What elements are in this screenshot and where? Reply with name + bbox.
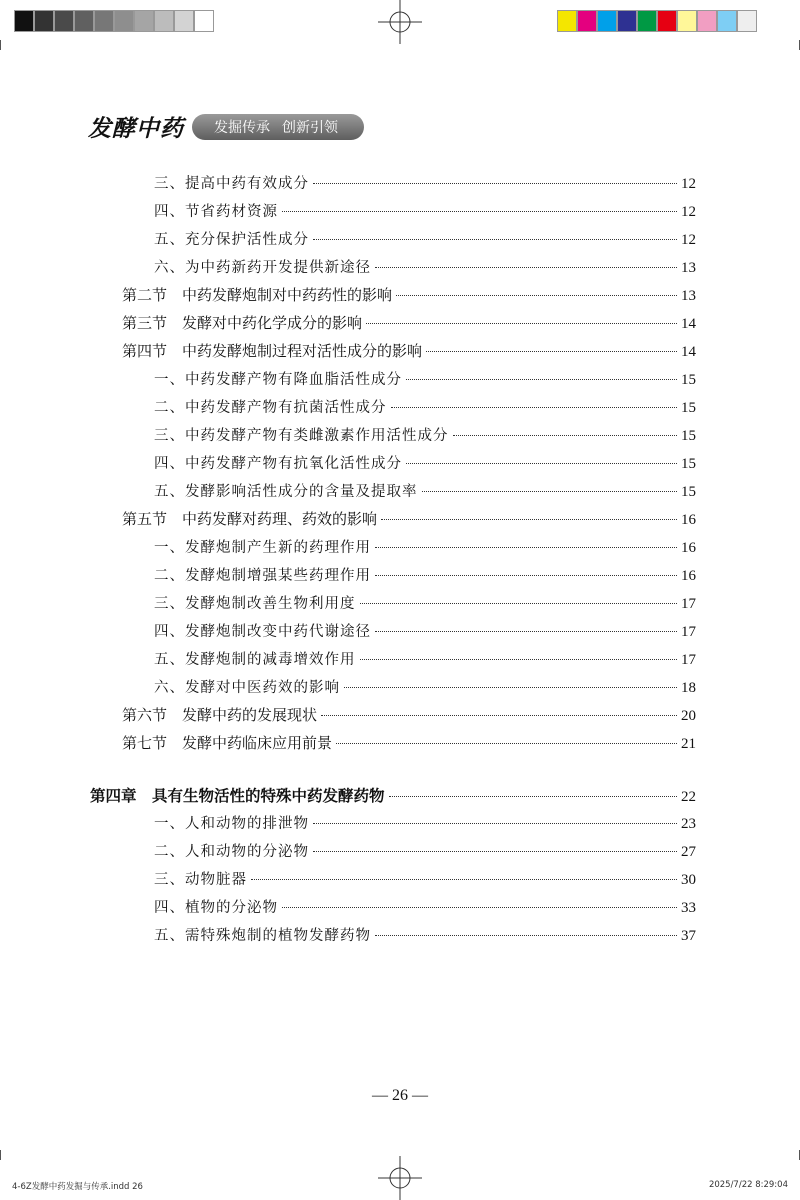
toc-entry-title: 三、动物脏器: [154, 872, 247, 888]
toc-entry-page: 17: [681, 652, 696, 668]
color-swatch: [154, 10, 174, 32]
toc-entry: [154, 812, 696, 836]
color-swatch: [577, 10, 597, 32]
toc-entry: [154, 396, 696, 420]
color-swatch: [637, 10, 657, 32]
toc-leader-dots: [375, 547, 677, 548]
toc-entry: [122, 340, 696, 364]
toc-entry-title: 四、发酵炮制改变中药代谢途径: [154, 624, 371, 640]
toc-entry: [154, 256, 696, 280]
color-swatch: [737, 10, 757, 32]
toc-leader-dots: [336, 743, 677, 744]
toc-leader-dots: [389, 796, 677, 797]
color-swatch: [174, 10, 194, 32]
toc-entry-title: 第二节 中药发酵炮制对中药药性的影响: [122, 286, 393, 304]
toc-entry-title: 一、发酵炮制产生新的药理作用: [154, 540, 371, 556]
toc-entry-page: 14: [681, 316, 696, 332]
toc-entry: [154, 480, 696, 504]
registration-mark-top: [378, 0, 422, 44]
toc-entry: [154, 924, 696, 948]
toc-entry-page: 12: [681, 176, 696, 192]
toc-entry-page: 17: [681, 596, 696, 612]
color-swatch: [657, 10, 677, 32]
toc-leader-dots: [422, 491, 678, 492]
toc-entry-title: 第五节 中药发酵对药理、药效的影响: [122, 510, 378, 528]
toc-entry: [154, 368, 696, 392]
toc-leader-dots: [313, 239, 677, 240]
toc-entry-page: 12: [681, 232, 696, 248]
grayscale-swatch-bar: [14, 10, 214, 32]
toc-entry: [154, 564, 696, 588]
toc-entry: [90, 784, 696, 808]
toc-leader-dots: [360, 659, 678, 660]
toc-entry-page: 15: [681, 484, 696, 500]
toc-entry-title: 四、植物的分泌物: [154, 900, 278, 916]
color-swatch: [194, 10, 214, 32]
toc-entry: [122, 284, 696, 308]
toc-leader-dots: [251, 879, 677, 880]
toc-entry: [122, 704, 696, 728]
toc-entry-title: 第七节 发酵中药临床应用前景: [122, 734, 333, 752]
tagline-part-1: 发掘传承: [214, 119, 270, 136]
color-swatch: [617, 10, 637, 32]
color-swatch-bar: [557, 10, 757, 32]
toc-entry: [122, 508, 696, 532]
toc-entry-title: 五、需特殊炮制的植物发酵药物: [154, 928, 371, 944]
toc-entry-title: 三、中药发酵产物有类雌激素作用活性成分: [154, 428, 449, 444]
toc-entry-page: 23: [681, 816, 696, 832]
toc-leader-dots: [453, 435, 678, 436]
toc-leader-dots: [375, 575, 677, 576]
tagline-part-2: 创新引领: [282, 119, 338, 136]
toc-entry-title: 三、发酵炮制改善生物利用度: [154, 596, 356, 612]
color-swatch: [54, 10, 74, 32]
toc-leader-dots: [381, 519, 677, 520]
toc-leader-dots: [406, 379, 677, 380]
toc-leader-dots: [313, 851, 677, 852]
color-swatch: [697, 10, 717, 32]
toc-leader-dots: [396, 295, 677, 296]
toc-leader-dots: [344, 687, 677, 688]
toc-entry-title: 四、节省药材资源: [154, 204, 278, 220]
toc-entry: [154, 868, 696, 892]
toc-entry-page: 16: [681, 512, 696, 528]
toc-entry-page: 15: [681, 456, 696, 472]
toc-entry-title: 第六节 发酵中药的发展现状: [122, 706, 318, 724]
toc-entry-title: 五、发酵炮制的减毒增效作用: [154, 652, 356, 668]
color-swatch: [14, 10, 34, 32]
toc-entry-title: 二、中药发酵产物有抗菌活性成分: [154, 400, 387, 416]
toc-entry: [154, 536, 696, 560]
toc-leader-dots: [375, 935, 677, 936]
book-logo-text: 发酵中药: [88, 115, 184, 142]
toc-entry-title: 三、提高中药有效成分: [154, 176, 309, 192]
toc-entry-title: 六、发酵对中医药效的影响: [154, 680, 340, 696]
running-header: [88, 110, 364, 143]
toc-entry-title: 一、人和动物的排泄物: [154, 816, 309, 832]
toc-leader-dots: [282, 211, 677, 212]
toc-entry: [154, 840, 696, 864]
toc-entry: [154, 228, 696, 252]
toc-leader-dots: [426, 351, 677, 352]
color-swatch: [597, 10, 617, 32]
toc-entry-page: 37: [681, 928, 696, 944]
toc-entry: [154, 172, 696, 196]
toc-entry-title: 五、发酵影响活性成分的含量及提取率: [154, 484, 418, 500]
color-swatch: [34, 10, 54, 32]
toc-entry: [154, 200, 696, 224]
registration-mark-bottom: [378, 1156, 422, 1200]
color-swatch: [94, 10, 114, 32]
toc-leader-dots: [360, 603, 678, 604]
toc-leader-dots: [406, 463, 677, 464]
toc-entry-page: 16: [681, 568, 696, 584]
toc-entry: [154, 896, 696, 920]
toc-entry-page: 30: [681, 872, 696, 888]
toc-entry-page: 22: [681, 789, 696, 805]
toc-entry: [154, 676, 696, 700]
color-swatch: [134, 10, 154, 32]
toc-entry-page: 21: [681, 736, 696, 752]
toc-entry: [154, 592, 696, 616]
toc-entry-title: 二、人和动物的分泌物: [154, 844, 309, 860]
toc-leader-dots: [313, 823, 677, 824]
toc-entry-title: 二、发酵炮制增强某些药理作用: [154, 568, 371, 584]
toc-leader-dots: [282, 907, 677, 908]
color-swatch: [677, 10, 697, 32]
toc-entry-page: 15: [681, 428, 696, 444]
toc-entry-page: 13: [681, 288, 696, 304]
page-number: — 26 —: [372, 1087, 428, 1104]
toc-leader-dots: [391, 407, 678, 408]
toc-leader-dots: [375, 631, 677, 632]
toc-entry-title: 六、为中药新药开发提供新途径: [154, 260, 371, 276]
color-swatch: [114, 10, 134, 32]
toc-entry: [154, 648, 696, 672]
toc-entry-page: 17: [681, 624, 696, 640]
toc-entry-page: 18: [681, 680, 696, 696]
toc-leader-dots: [321, 715, 677, 716]
toc-entry-page: 16: [681, 540, 696, 556]
color-swatch: [557, 10, 577, 32]
toc-entry-page: 15: [681, 372, 696, 388]
toc-leader-dots: [313, 183, 677, 184]
toc-entry-page: 12: [681, 204, 696, 220]
toc-entry-page: 14: [681, 344, 696, 360]
toc-entry-title: 一、中药发酵产物有降血脂活性成分: [154, 372, 402, 388]
crop-mark: [0, 1150, 1, 1160]
toc-entry-page: 27: [681, 844, 696, 860]
toc-entry-page: 15: [681, 400, 696, 416]
toc-entry-page: 33: [681, 900, 696, 916]
crop-mark: [0, 40, 1, 50]
toc-entry-title: 第三节 发酵对中药化学成分的影响: [122, 314, 363, 332]
print-slug-timestamp: 2025/7/22 8:29:04: [708, 1180, 788, 1190]
toc-entry: [154, 424, 696, 448]
toc-entry-title: 五、充分保护活性成分: [154, 232, 309, 248]
header-tagline: [192, 114, 364, 140]
toc-entry-title: 第四章 具有生物活性的特殊中药发酵药物: [90, 787, 385, 805]
color-swatch: [74, 10, 94, 32]
toc-entry-title: 第四节 中药发酵炮制过程对活性成分的影响: [122, 342, 423, 360]
toc-entry-title: 四、中药发酵产物有抗氧化活性成分: [154, 456, 402, 472]
toc-entry-page: 13: [681, 260, 696, 276]
toc-entry: [154, 620, 696, 644]
color-swatch: [717, 10, 737, 32]
toc-entry: [122, 312, 696, 336]
toc-entry-page: 20: [681, 708, 696, 724]
print-slug-filename: 4-6Z发酵中药发掘与传承.indd 26: [12, 1182, 143, 1192]
toc-leader-dots: [366, 323, 677, 324]
toc-entry: [154, 452, 696, 476]
toc-leader-dots: [375, 267, 677, 268]
toc-entry: [122, 732, 696, 756]
